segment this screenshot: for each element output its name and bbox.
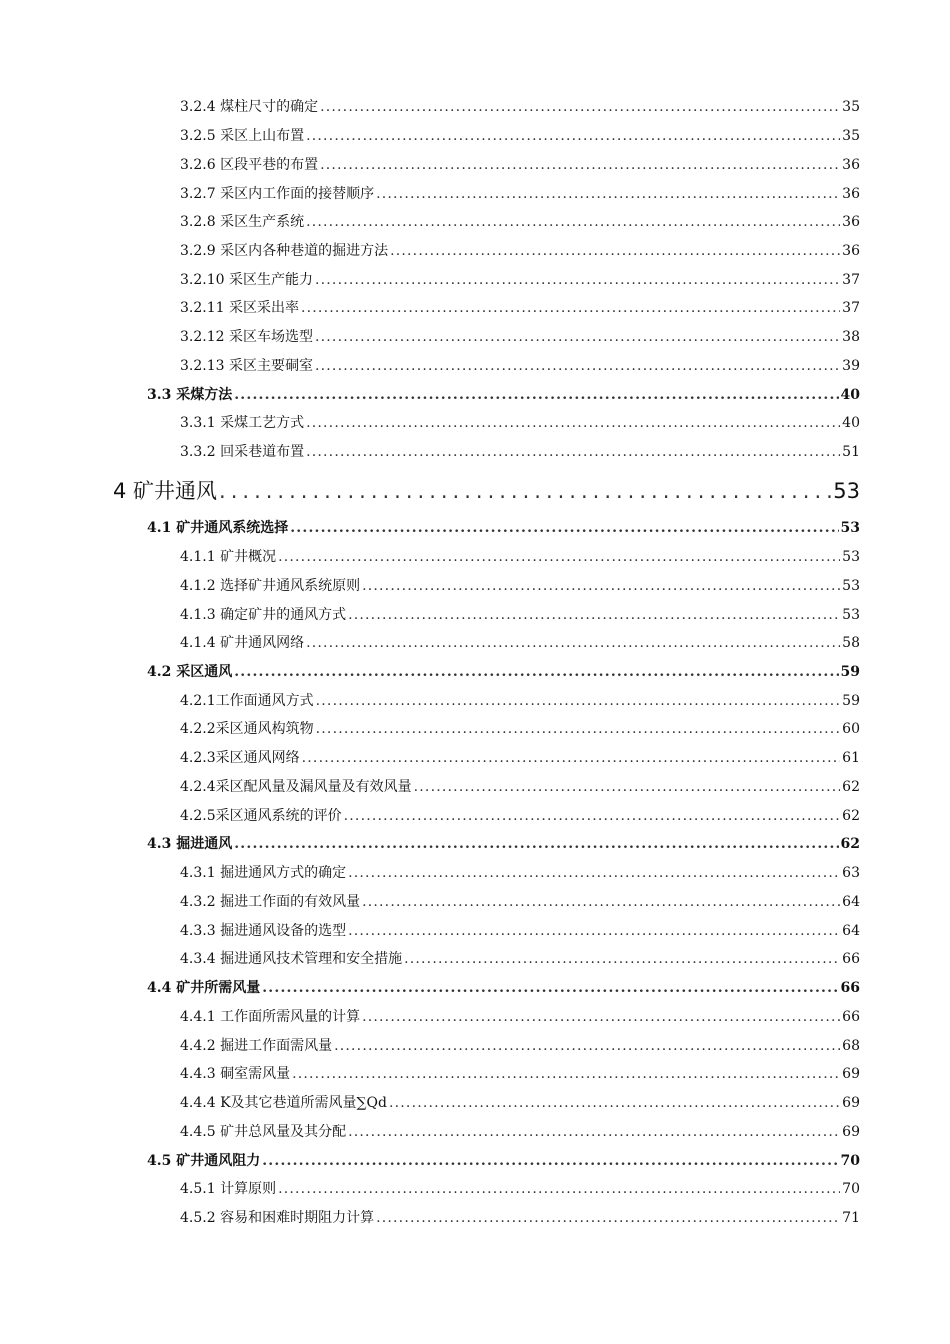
toc-subsection-entry[interactable] <box>180 269 860 289</box>
toc-entry-label: 4.3.4 掘进通风技术管理和安全措施 <box>180 951 403 967</box>
toc-page-number: 64 <box>842 923 860 939</box>
toc-entry-label: 4 矿井通风 <box>113 479 218 503</box>
toc-subsection-entry[interactable] <box>180 1178 860 1198</box>
toc-dot-leader <box>234 836 838 852</box>
toc-subsection-entry[interactable] <box>180 1092 860 1112</box>
toc-subsection-entry[interactable] <box>180 96 860 116</box>
toc-chapter-entry[interactable] <box>113 475 860 505</box>
toc-page-number: 70 <box>842 1181 860 1197</box>
toc-page-number: 62 <box>842 779 860 795</box>
toc-entry-label: 3.2.5 采区上山布置 <box>180 128 305 144</box>
toc-dot-leader <box>234 664 838 680</box>
toc-subsection-entry[interactable] <box>180 718 860 738</box>
toc-page-number: 40 <box>842 415 860 431</box>
toc-subsection-entry[interactable] <box>180 805 860 825</box>
toc-dot-leader <box>348 1124 840 1140</box>
toc-subsection-entry[interactable] <box>180 891 860 911</box>
toc-entry-label: 4.4.1 工作面所需风量的计算 <box>180 1009 361 1025</box>
toc-subsection-entry[interactable] <box>180 862 860 882</box>
toc-subsection-entry[interactable] <box>180 183 860 203</box>
toc-page-number: 37 <box>842 300 860 316</box>
toc-entry-label: 4.3.3 掘进通风设备的选型 <box>180 923 347 939</box>
toc-section-entry[interactable] <box>147 384 860 404</box>
toc-dot-leader <box>301 300 840 316</box>
toc-entry-label: 4.1 矿井通风系统选择 <box>147 520 289 536</box>
toc-subsection-entry[interactable] <box>180 355 860 375</box>
toc-entry-label: 3.2.13 采区主要硐室 <box>180 358 313 374</box>
toc-entry-label: 4.3.1 掘进通风方式的确定 <box>180 865 347 881</box>
toc-dot-leader <box>348 607 840 623</box>
toc-subsection-entry[interactable] <box>180 1063 860 1083</box>
toc-page-number: 69 <box>842 1095 860 1111</box>
toc-entry-label: 3.2.4 煤柱尺寸的确定 <box>180 99 319 115</box>
toc-subsection-entry[interactable] <box>180 632 860 652</box>
toc-entry-label: 4.4.2 掘进工作面需风量 <box>180 1038 333 1054</box>
toc-section-entry[interactable] <box>147 833 860 853</box>
toc-dot-leader <box>262 980 838 996</box>
toc-entry-label: 4.2.2采区通风构筑物 <box>180 721 314 737</box>
toc-page-number: 35 <box>842 99 860 115</box>
toc-subsection-entry[interactable] <box>180 604 860 624</box>
toc-dot-leader <box>306 415 840 431</box>
toc-page-number: 61 <box>842 750 860 766</box>
toc-page-number: 62 <box>840 836 860 852</box>
toc-dot-leader <box>278 549 840 565</box>
toc-dot-leader <box>362 578 840 594</box>
toc-page-number: 53 <box>833 479 860 503</box>
toc-dot-leader <box>316 693 841 709</box>
toc-subsection-entry[interactable] <box>180 920 860 940</box>
toc-entry-label: 3.2.10 采区生产能力 <box>180 272 313 288</box>
toc-dot-leader <box>348 923 840 939</box>
toc-subsection-entry[interactable] <box>180 1121 860 1141</box>
toc-subsection-entry[interactable] <box>180 125 860 145</box>
toc-entry-label: 3.2.6 区段平巷的布置 <box>180 157 319 173</box>
toc-dot-leader <box>348 865 840 881</box>
toc-entry-label: 4.2 采区通风 <box>147 664 233 680</box>
toc-page-number: 36 <box>842 214 860 230</box>
toc-entry-label: 4.4 矿井所需风量 <box>147 980 261 996</box>
toc-dot-leader <box>389 1095 840 1111</box>
toc-subsection-entry[interactable] <box>180 690 860 710</box>
toc-page-number: 71 <box>842 1210 860 1226</box>
toc-dot-leader <box>292 1066 840 1082</box>
toc-section-entry[interactable] <box>147 1150 860 1170</box>
toc-dot-leader <box>362 894 840 910</box>
toc-page-number: 69 <box>842 1066 860 1082</box>
toc-dot-leader <box>320 157 840 173</box>
toc-dot-leader <box>219 479 831 503</box>
toc-page-number: 66 <box>842 951 860 967</box>
toc-section-entry[interactable] <box>147 661 860 681</box>
toc-entry-label: 4.4.5 矿井总风量及其分配 <box>180 1124 347 1140</box>
toc-page-number: 66 <box>842 1009 860 1025</box>
toc-entry-label: 4.2.3采区通风网络 <box>180 750 300 766</box>
toc-dot-leader <box>306 444 840 460</box>
toc-subsection-entry[interactable] <box>180 1006 860 1026</box>
toc-dot-leader <box>234 387 838 403</box>
toc-entry-label: 4.1.2 选择矿井通风系统原则 <box>180 578 361 594</box>
toc-entry-label: 4.1.1 矿井概况 <box>180 549 277 565</box>
toc-dot-leader <box>315 358 840 374</box>
toc-entry-label: 4.5.1 计算原则 <box>180 1181 277 1197</box>
toc-entry-label: 4.4.3 硐室需风量 <box>180 1066 291 1082</box>
toc-page-number: 60 <box>842 721 860 737</box>
toc-dot-leader <box>306 214 840 230</box>
toc-dot-leader <box>278 1181 840 1197</box>
toc-dot-leader <box>306 635 840 651</box>
toc-subsection-entry[interactable] <box>180 326 860 346</box>
toc-entry-label: 4.3.2 掘进工作面的有效风量 <box>180 894 361 910</box>
toc-entry-label: 3.3 采煤方法 <box>147 387 233 403</box>
toc-dot-leader <box>376 1210 840 1226</box>
toc-page-number: 53 <box>842 578 860 594</box>
toc-page-number: 70 <box>840 1153 860 1169</box>
toc-page-number: 37 <box>842 272 860 288</box>
toc-dot-leader <box>262 1153 838 1169</box>
toc-dot-leader <box>302 750 841 766</box>
toc-entry-label: 4.3 掘进通风 <box>147 836 233 852</box>
toc-entry-label: 3.2.11 采区采出率 <box>180 300 299 316</box>
toc-dot-leader <box>376 186 840 202</box>
toc-subsection-entry[interactable] <box>180 776 860 796</box>
toc-section-entry[interactable] <box>147 977 860 997</box>
toc-page-number: 59 <box>840 664 860 680</box>
toc-entry-label: 4.2.4采区配风量及漏风量及有效风量 <box>180 779 412 795</box>
toc-dot-leader <box>306 128 840 144</box>
toc-page-number: 36 <box>842 186 860 202</box>
toc-subsection-entry[interactable] <box>180 154 860 174</box>
toc-page-number: 58 <box>842 635 860 651</box>
toc-entry-label: 4.2.1工作面通风方式 <box>180 693 314 709</box>
toc-dot-leader <box>362 1009 840 1025</box>
toc-page-number: 40 <box>840 387 860 403</box>
toc-page-number: 36 <box>842 243 860 259</box>
toc-page-number: 39 <box>842 358 860 374</box>
toc-entry-label: 3.2.7 采区内工作面的接替顺序 <box>180 186 375 202</box>
toc-page-number: 36 <box>842 157 860 173</box>
toc-page-number: 69 <box>842 1124 860 1140</box>
toc-dot-leader <box>404 951 840 967</box>
toc-dot-leader <box>315 329 840 345</box>
toc-subsection-entry[interactable] <box>180 412 860 432</box>
toc-page-number: 59 <box>842 693 860 709</box>
toc-entry-label: 3.3.2 回采巷道布置 <box>180 444 305 460</box>
toc-entry-label: 3.3.1 采煤工艺方式 <box>180 415 305 431</box>
toc-dot-leader <box>344 808 841 824</box>
toc-page-number: 63 <box>842 865 860 881</box>
toc-page-number: 51 <box>842 444 860 460</box>
toc-subsection-entry[interactable] <box>180 1207 860 1227</box>
toc-page-number: 38 <box>842 329 860 345</box>
toc-entry-label: 4.5.2 容易和困难时期阻力计算 <box>180 1210 375 1226</box>
toc-page-number: 53 <box>840 520 860 536</box>
toc-subsection-entry[interactable] <box>180 240 860 260</box>
toc-entry-label: 3.2.8 采区生产系统 <box>180 214 305 230</box>
toc-subsection-entry[interactable] <box>180 211 860 231</box>
toc-dot-leader <box>320 99 840 115</box>
toc-page-number: 53 <box>842 607 860 623</box>
toc-page-number: 64 <box>842 894 860 910</box>
toc-entry-label: 4.2.5采区通风系统的评价 <box>180 808 342 824</box>
toc-subsection-entry[interactable] <box>180 441 860 461</box>
toc-subsection-entry[interactable] <box>180 1035 860 1055</box>
toc-entry-label: 4.1.4 矿井通风网络 <box>180 635 305 651</box>
toc-entry-label: 4.4.4 K及其它巷道所需风量∑Qd <box>180 1095 387 1111</box>
toc-entry-label: 4.5 矿井通风阻力 <box>147 1153 261 1169</box>
toc-page-number: 53 <box>842 549 860 565</box>
toc-dot-leader <box>414 779 841 795</box>
toc-dot-leader <box>390 243 840 259</box>
toc-dot-leader <box>290 520 838 536</box>
toc-subsection-entry[interactable] <box>180 948 860 968</box>
toc-page-number: 62 <box>842 808 860 824</box>
toc-entry-label: 3.2.12 采区车场选型 <box>180 329 313 345</box>
toc-subsection-entry[interactable] <box>180 747 860 767</box>
toc-subsection-entry[interactable] <box>180 546 860 566</box>
toc-dot-leader <box>315 272 840 288</box>
toc-page-number: 35 <box>842 128 860 144</box>
toc-page-number: 66 <box>840 980 860 996</box>
toc-entry-label: 4.1.3 确定矿井的通风方式 <box>180 607 347 623</box>
toc-subsection-entry[interactable] <box>180 297 860 317</box>
toc-dot-leader <box>316 721 841 737</box>
toc-entry-label: 3.2.9 采区内各种巷道的掘进方法 <box>180 243 389 259</box>
toc-section-entry[interactable] <box>147 517 860 537</box>
toc-dot-leader <box>334 1038 840 1054</box>
toc-subsection-entry[interactable] <box>180 575 860 595</box>
toc-page-number: 68 <box>842 1038 860 1054</box>
